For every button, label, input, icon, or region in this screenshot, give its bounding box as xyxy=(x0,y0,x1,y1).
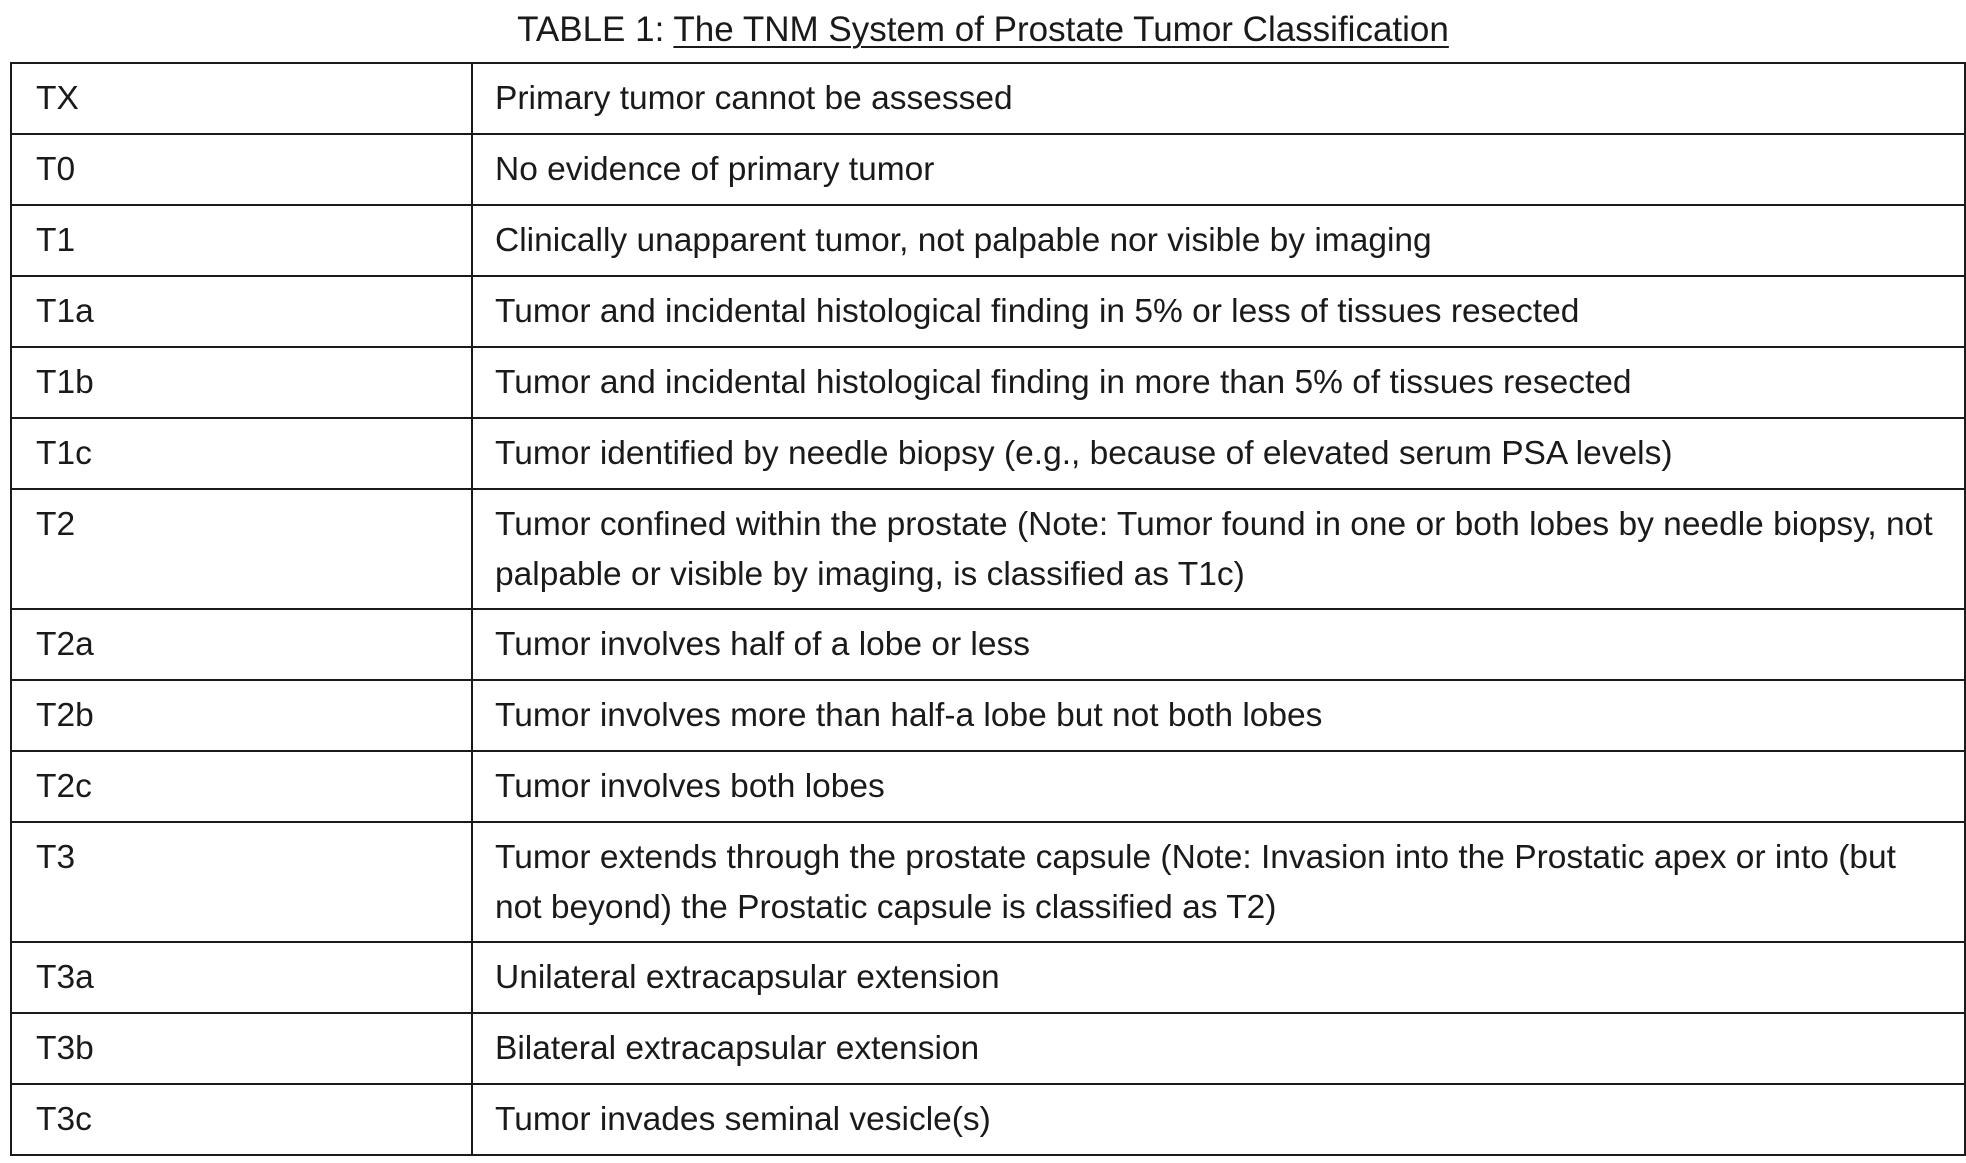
caption-prefix: TABLE 1: xyxy=(517,10,673,49)
stage-description: Tumor and incidental histological finding in 5% or less of tissues resected xyxy=(472,276,1965,347)
stage-code: T2a xyxy=(11,609,472,680)
table-row xyxy=(11,1013,1965,1084)
table-row xyxy=(11,751,1965,822)
caption-title: The TNM System of Prostate Tumor Classification xyxy=(673,10,1448,49)
table-row xyxy=(11,276,1965,347)
stage-description: Clinically unapparent tumor, not palpable nor visible by imaging xyxy=(472,205,1965,276)
stage-description: Tumor involves more than half-a lobe but not both lobes xyxy=(472,680,1965,751)
table-row xyxy=(11,205,1965,276)
stage-code: T3 xyxy=(11,822,472,942)
stage-description: Tumor confined within the prostate (Note: Tumor found in one or both lobes by needle biopsy, not palpable or visible by imaging, is classified as T1c) xyxy=(472,489,1965,609)
stage-code: T1a xyxy=(11,276,472,347)
stage-description: Tumor involves both lobes xyxy=(472,751,1965,822)
stage-description: Tumor and incidental histological finding in more than 5% of tissues resected xyxy=(472,347,1965,418)
table-row xyxy=(11,347,1965,418)
stage-description: Unilateral extracapsular extension xyxy=(472,942,1965,1013)
stage-code: T3b xyxy=(11,1013,472,1084)
stage-description: Tumor extends through the prostate capsule (Note: Invasion into the Prostatic apex or into (but not beyond) the Prostatic capsule is classified as T2) xyxy=(472,822,1965,942)
stage-description: No evidence of primary tumor xyxy=(472,134,1965,205)
stage-code: T1b xyxy=(11,347,472,418)
stage-code: T2c xyxy=(11,751,472,822)
stage-code: T3a xyxy=(11,942,472,1013)
stage-code: T1 xyxy=(11,205,472,276)
table-row xyxy=(11,609,1965,680)
table-row xyxy=(11,942,1965,1013)
stage-code: TX xyxy=(11,63,472,134)
stage-code: T0 xyxy=(11,134,472,205)
table-row xyxy=(11,418,1965,489)
stage-code: T1c xyxy=(11,418,472,489)
table-row xyxy=(11,1084,1965,1155)
table-row xyxy=(11,680,1965,751)
stage-description: Tumor identified by needle biopsy (e.g., because of elevated serum PSA levels) xyxy=(472,418,1965,489)
table-row xyxy=(11,63,1965,134)
stage-description: Bilateral extracapsular extension xyxy=(472,1013,1965,1084)
table-row xyxy=(11,134,1965,205)
stage-description: Tumor invades seminal vesicle(s) xyxy=(472,1084,1965,1155)
stage-code: T3c xyxy=(11,1084,472,1155)
table-caption xyxy=(0,8,1966,52)
stage-code: T2 xyxy=(11,489,472,609)
table-row xyxy=(11,489,1965,609)
stage-description: Primary tumor cannot be assessed xyxy=(472,63,1965,134)
table-row xyxy=(11,822,1965,942)
tnm-classification-table xyxy=(10,62,1966,1156)
stage-description: Tumor involves half of a lobe or less xyxy=(472,609,1965,680)
stage-code: T2b xyxy=(11,680,472,751)
